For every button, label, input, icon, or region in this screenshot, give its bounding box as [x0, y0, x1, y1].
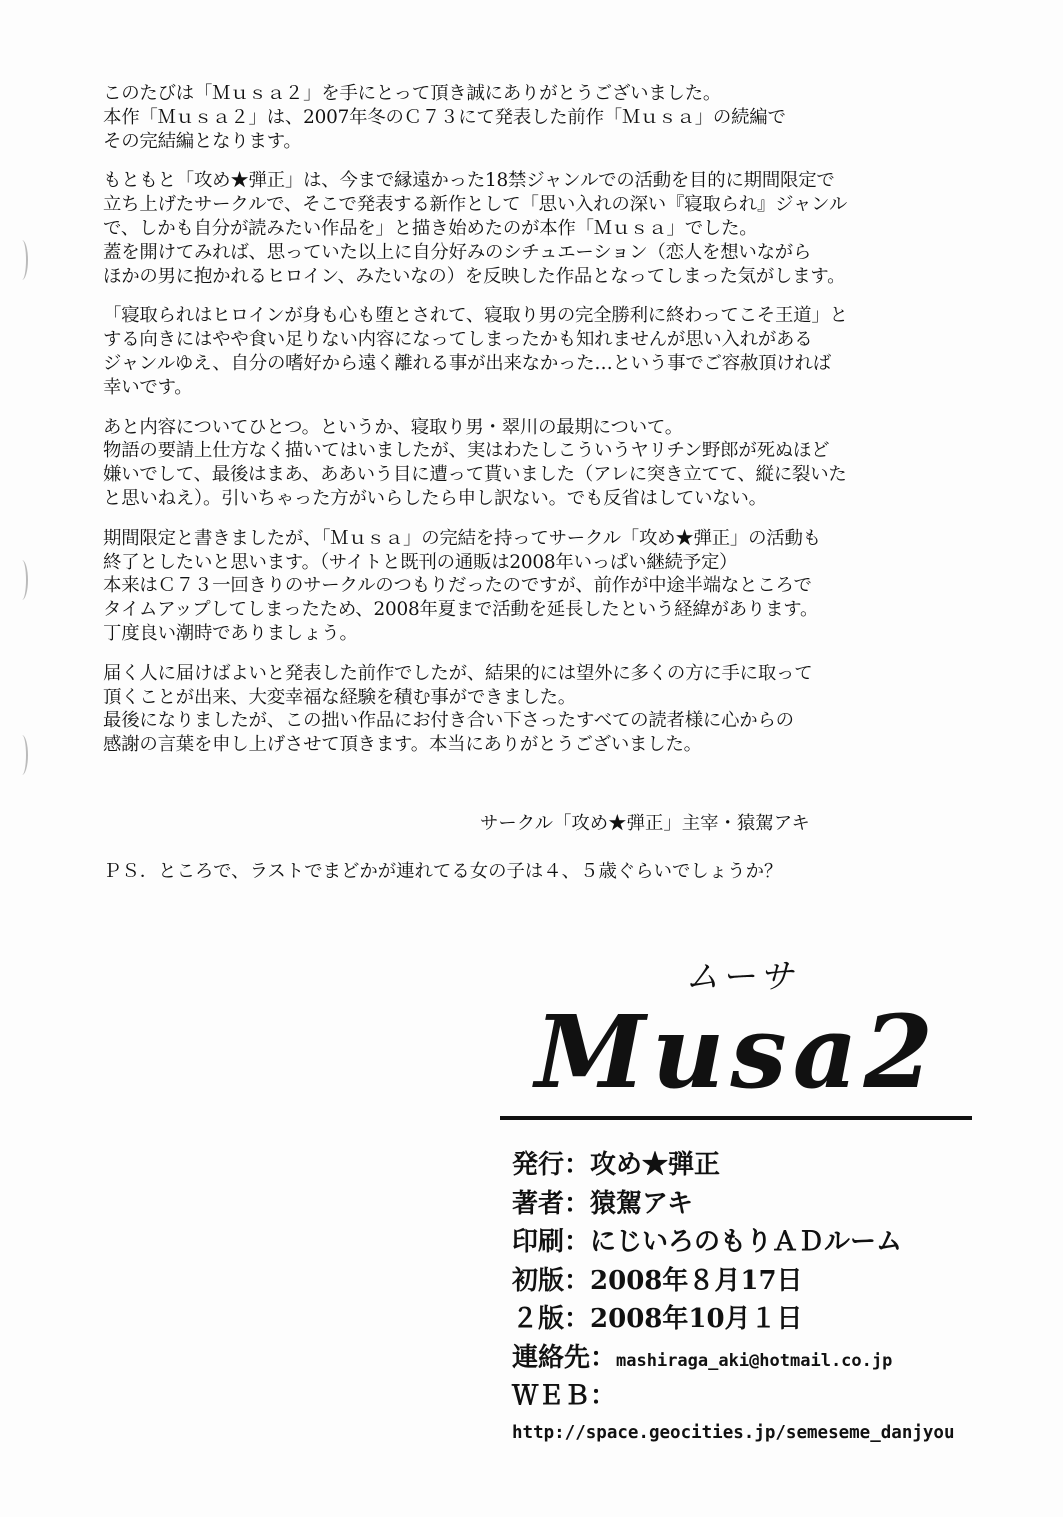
- colophon-value: 2008年10月１日: [590, 1304, 803, 1334]
- scan-edge-mark: [16, 735, 28, 775]
- scan-edge-mark: [16, 560, 28, 600]
- text-line: 立ち上げたサークルで、そこで発表する新作として「思い入れの深い『寝取られ』ジャンル: [103, 194, 848, 216]
- colophon-label: ２版：: [512, 1304, 591, 1334]
- text-line: 丁度良い潮時でありましょう。: [103, 622, 358, 644]
- text-line: と思いねえ）。引いちゃった方がいらしたら申し訳ない。でも反省はしていない。: [103, 487, 767, 509]
- text-line: ほかの男に抱かれるヒロイン、みたいなの）を反映した作品となってしまった気がします。: [103, 265, 846, 287]
- text-line: このたびは「Ｍｕｓａ２」を手にとって頂き誠にありがとうございました。: [103, 83, 722, 104]
- paragraph: [103, 82, 848, 153]
- colophon-label: 発行：: [512, 1150, 591, 1180]
- text-line: 物語の要請上仕方なく描いてはいましたが、実はわたしこういうヤリチン野郎が死ぬほど: [103, 440, 830, 462]
- colophon-label: 著者：: [512, 1188, 591, 1219]
- paragraph: [103, 416, 848, 511]
- text-line: タイムアップしてしまったため、2008年夏まで活動を延長したという経緯があります。: [103, 599, 819, 621]
- title-logo: [535, 957, 975, 1111]
- paragraph: [103, 304, 848, 399]
- colophon-value: 攻め★弾正: [590, 1150, 721, 1180]
- colophon-value: にじいろのもりＡＤルーム: [590, 1227, 903, 1257]
- text-line: あと内容についてひとつ。というか、寝取り男・翠川の最期について。: [103, 416, 683, 438]
- colophon-author: [512, 1185, 902, 1224]
- text-line: 感謝の言葉を申し上げさせて頂きます。本当にありがとうございました。: [103, 734, 702, 756]
- text-line: ジャンルゆえ、自分の嗜好から遠く離れる事が出来なかった…という事でご容赦頂ければ: [103, 352, 831, 374]
- colophon-contact: [512, 1339, 902, 1378]
- scan-edge-mark: [16, 240, 28, 280]
- postscript: ＰＳ．ところで、ラストでまどかが連れてる女の子は４、５歳ぐらいでしょうか？: [103, 861, 783, 882]
- colophon-printer: [512, 1223, 902, 1262]
- paragraph: [103, 662, 848, 757]
- text-line: 蓋を開けてみれば、思っていた以上に自分好みのシチュエーション（恋人を想いながら: [103, 241, 812, 263]
- title-ruby: ムーサ: [685, 957, 798, 997]
- text-line: 「寝取られはヒロインが身も心も堕とされて、寝取り男の完全勝利に終わってこそ王道」と: [103, 305, 848, 327]
- text-line: 頂くことが出来、大変幸福な経験を積む事ができました。: [103, 686, 576, 708]
- colophon-label: ＷＥＢ：: [512, 1381, 617, 1411]
- web-url[interactable]: http://space.geocities.jp/semeseme_danjyou: [512, 1423, 955, 1443]
- colophon-label: 印刷：: [512, 1227, 591, 1257]
- title-text: Musa2: [535, 993, 940, 1111]
- paragraph: [103, 527, 848, 646]
- colophon-label: 初版：: [512, 1265, 591, 1296]
- colophon-value: 2008年８月17日: [590, 1265, 803, 1296]
- paragraph: [103, 169, 848, 288]
- divider-rule: [500, 1116, 972, 1120]
- text-line: 終了としたいと思います。（サイトと既刊の通販は2008年いっぱい継続予定）: [103, 551, 738, 573]
- text-line: その完結編となります。: [103, 130, 302, 152]
- text-line: 最後になりましたが、この拙い作品にお付き合い下さったすべての読者様に心からの: [103, 710, 794, 732]
- afterword-body: [103, 82, 848, 757]
- text-line: 嫌いでして、最後はまあ、ああいう目に遭って貰いました（アレに突き立てて、縦に裂いた: [103, 464, 847, 486]
- colophon-web: [512, 1377, 902, 1416]
- colophon-first-edition: [512, 1262, 902, 1301]
- colophon-publisher: [512, 1146, 902, 1185]
- text-line: もともと「攻め★弾正」は、今まで縁遠かった18禁ジャンルでの活動を目的に期間限定で: [103, 170, 835, 192]
- colophon-label: 連絡先：: [512, 1342, 617, 1373]
- colophon: [512, 1146, 902, 1416]
- text-line: 期間限定と書きましたが、「Ｍｕｓａ」の完結を持ってサークル「攻め★弾正」の活動も: [103, 527, 821, 549]
- colophon-value: 猿駕アキ: [590, 1188, 693, 1219]
- colophon-second-edition: [512, 1300, 902, 1339]
- text-line: で、しかも自分が読みたい作品を」と描き始めたのが本作「Ｍｕｓａ」でした。: [103, 217, 758, 239]
- text-line: 本作「Ｍｕｓａ２」は、2007年冬のＣ７３にて発表した前作「Ｍｕｓａ」の続編で: [103, 106, 786, 128]
- text-line: 本来はＣ７３一回きりのサークルのつもりだったのですが、前作が中途半端なところで: [103, 575, 812, 597]
- text-line: 届く人に届けばよいと発表した前作でしたが、結果的には望外に多くの方に手に取って: [103, 662, 813, 684]
- text-line: する向きにはやや食い足りない内容になってしまったかも知れませんが思い入れがある: [103, 329, 813, 351]
- contact-email[interactable]: mashiraga_aki@hotmail.co.jp: [616, 1350, 893, 1371]
- signature: サークル「攻め★弾正」主宰・猿駕アキ: [480, 813, 810, 834]
- text-line: 幸いです。: [103, 376, 193, 398]
